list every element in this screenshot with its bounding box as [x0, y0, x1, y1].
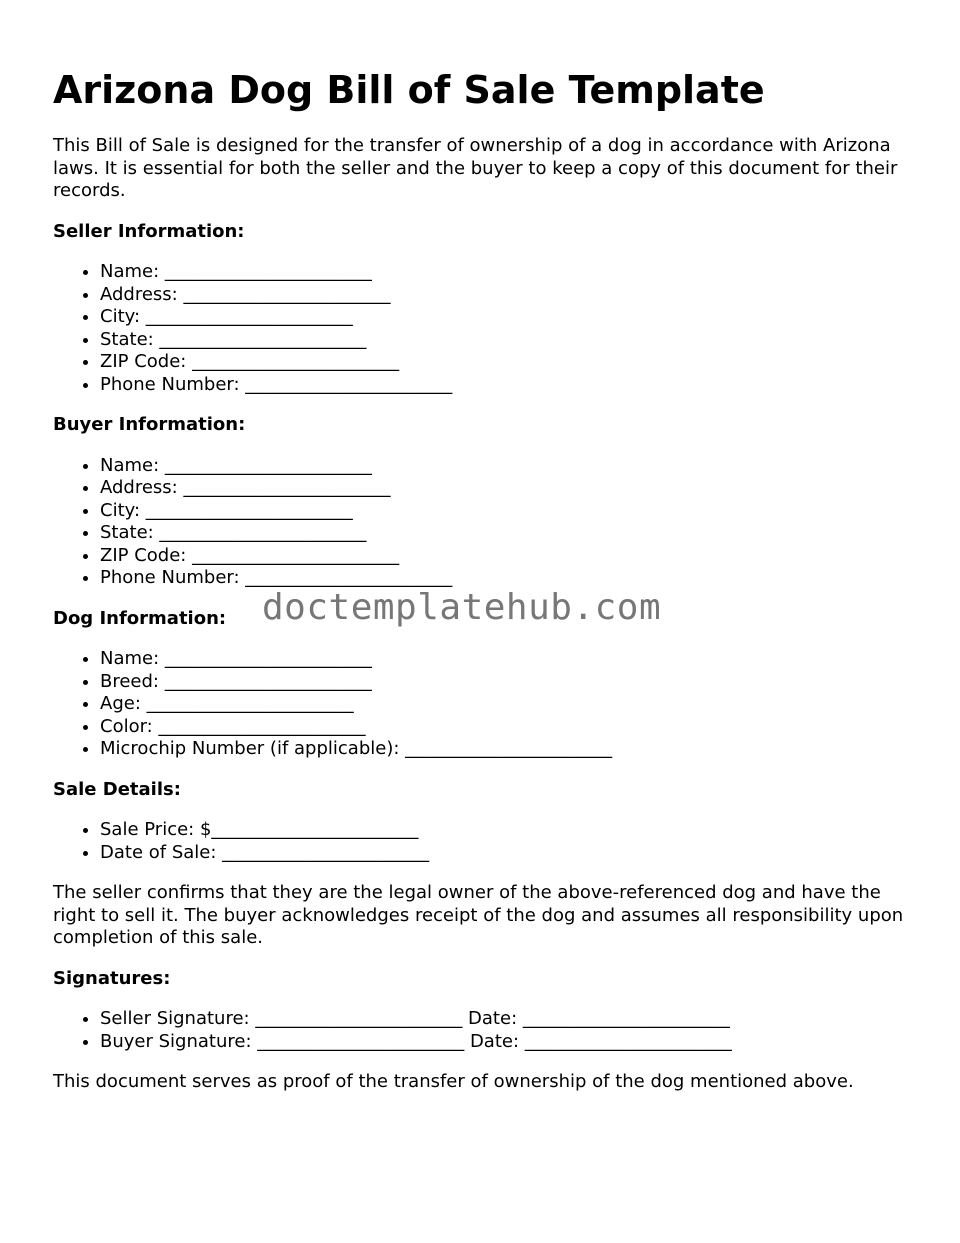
- document-page: [53, 62, 913, 1112]
- watermark: doctemplatehub.com: [262, 586, 662, 628]
- buyer-zip-field: • ZIP Code: _______________________: [100, 545, 913, 568]
- signatures-list: [53, 1008, 913, 1053]
- buyer-heading: Buyer Information:: [53, 414, 246, 435]
- closing-paragraph: This document serves as proof of the transfer of ownership of the dog mentioned above.: [53, 1071, 854, 1092]
- dog-heading-row: [53, 586, 913, 631]
- sale-list: [53, 819, 913, 864]
- dog-list: [53, 648, 913, 761]
- seller-address-field: • Address: _______________________: [100, 284, 913, 307]
- intro-paragraph: This Bill of Sale is designed for the transfer of ownership of a dog in accordance with Arizona laws. It is essential for both the seller and the buyer to keep a copy of this document for their records.: [53, 135, 898, 201]
- buyer-phone-field: • Phone Number: _______________________: [100, 567, 913, 590]
- dog-name-field: • Name: _______________________: [100, 648, 913, 671]
- seller-list: [53, 261, 913, 396]
- dog-breed-field: • Breed: _______________________: [100, 671, 913, 694]
- buyer-state-field: • State: _______________________: [100, 522, 913, 545]
- seller-heading: Seller Information:: [53, 220, 245, 242]
- buyer-signature-field: • Buyer Signature: _______________________ Date: _______________________: [100, 1031, 913, 1054]
- buyer-address-field: • Address: _______________________: [100, 477, 913, 500]
- confirmation-paragraph: The seller confirms that they are the legal owner of the above-referenced dog and have the right to sell it. The buyer acknowledges receipt of the dog and assumes all responsibility upon completion of this sale.: [53, 882, 904, 948]
- seller-city-field: • City: _______________________: [100, 306, 913, 329]
- dog-age-field: • Age: _______________________: [100, 693, 913, 716]
- signatures-heading: Signatures:: [53, 967, 171, 989]
- sale-heading: Sale Details:: [53, 778, 181, 800]
- dog-microchip-field: • Microchip Number (if applicable): _______________________: [100, 738, 913, 761]
- buyer-city-field: • City: _______________________: [100, 500, 913, 523]
- sale-price-field: • Sale Price: $_______________________: [100, 819, 913, 842]
- seller-name-field: • Name: _______________________: [100, 261, 913, 284]
- seller-signature-field: • Seller Signature: _______________________ Date: _______________________: [100, 1008, 913, 1031]
- dog-color-field: • Color: _______________________: [100, 716, 913, 739]
- seller-phone-field: • Phone Number: _______________________: [100, 374, 913, 397]
- sale-date-field: • Date of Sale: _______________________: [100, 842, 913, 865]
- document-title: Arizona Dog Bill of Sale Template: [53, 68, 765, 112]
- buyer-name-field: • Name: _______________________: [100, 455, 913, 478]
- seller-state-field: • State: _______________________: [100, 329, 913, 352]
- dog-heading: Dog Information:: [53, 607, 227, 629]
- buyer-list: [53, 455, 913, 590]
- seller-zip-field: • ZIP Code: _______________________: [100, 351, 913, 374]
